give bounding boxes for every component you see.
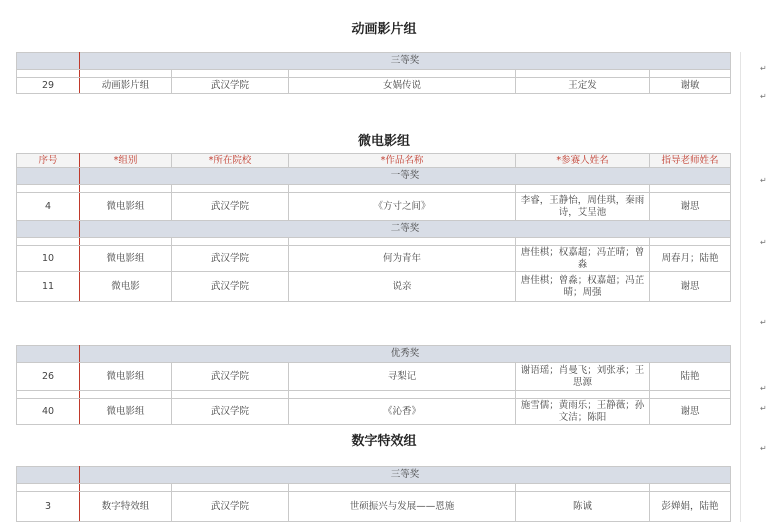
paragraph-mark: ↵ — [760, 444, 767, 453]
cell-advisor: 谢思 — [650, 193, 731, 221]
header-work: *作品名称 — [289, 154, 516, 168]
cell-school: 武汉学院 — [172, 246, 289, 272]
page-edge-line — [740, 52, 741, 522]
cell-school: 武汉学院 — [172, 492, 289, 522]
cell-no: 4 — [17, 193, 80, 221]
cell-members: 唐佳棋；曾淼；权嘉超；冯芷晴；周强 — [516, 272, 650, 302]
table-row — [17, 492, 731, 522]
cell-work: 女娲传说 — [289, 78, 516, 94]
paragraph-mark: ↵ — [760, 176, 767, 185]
table-header-row — [17, 154, 731, 168]
cell-group: 动画影片组 — [80, 78, 172, 94]
cell-school: 武汉学院 — [172, 363, 289, 391]
award-label: 三等奖 — [80, 53, 731, 70]
header-group: *组别 — [80, 154, 172, 168]
cell-advisor: 谢敏 — [650, 78, 731, 94]
cell-group: 微电影组 — [80, 246, 172, 272]
table-row — [17, 363, 731, 391]
paragraph-mark: ↵ — [760, 238, 767, 247]
cell-school: 武汉学院 — [172, 78, 289, 94]
header-no: 序号 — [17, 154, 80, 168]
header-school: *所在院校 — [172, 154, 289, 168]
table-row — [17, 78, 731, 94]
cell-work: 说亲 — [289, 272, 516, 302]
header-advisor: 指导老师姓名 — [650, 154, 731, 168]
cell-school: 武汉学院 — [172, 272, 289, 302]
cell-no: 3 — [17, 492, 80, 522]
award-label: 二等奖 — [80, 221, 731, 238]
cell-members: 唐佳棋；权嘉超；冯芷晴；曾淼 — [516, 246, 650, 272]
cell-advisor: 周春月；陆艳 — [650, 246, 731, 272]
microfilm-table — [16, 153, 730, 302]
cell-members: 谢语瑶；肖曼飞；刘张承；王思源 — [516, 363, 650, 391]
table-row — [17, 399, 731, 425]
cell-no: 10 — [17, 246, 80, 272]
award-band-third — [17, 467, 731, 484]
section-title-microfilm: 微电影组 — [357, 134, 410, 149]
cell-advisor: 彭婵娟，陆艳 — [650, 492, 731, 522]
award-label: 优秀奖 — [80, 346, 731, 363]
cell-members: 陈诚 — [516, 492, 650, 522]
cell-work: 何为青年 — [289, 246, 516, 272]
paragraph-mark: ↵ — [760, 318, 767, 327]
cell-school: 武汉学院 — [172, 193, 289, 221]
section-title-digital: 数字特效组 — [351, 434, 417, 449]
cell-group: 微电影组 — [80, 399, 172, 425]
cell-members: 王定发 — [516, 78, 650, 94]
cell-work: 世硕振兴与发展——恩施 — [289, 492, 516, 522]
cell-group: 微电影 — [80, 272, 172, 302]
animation-table — [16, 52, 730, 94]
cell-work: 《方寸之间》 — [289, 193, 516, 221]
cell-work: 《沁香》 — [289, 399, 516, 425]
digital-table — [16, 466, 730, 522]
cell-advisor: 谢思 — [650, 399, 731, 425]
header-members: *参赛人姓名 — [516, 154, 650, 168]
section-title-animation: 动画影片组 — [351, 22, 417, 37]
award-band-first — [17, 168, 731, 185]
table-row — [17, 246, 731, 272]
paragraph-mark: ↵ — [760, 92, 767, 101]
cell-school: 武汉学院 — [172, 399, 289, 425]
award-label: 三等奖 — [80, 467, 731, 484]
cell-advisor: 陆艳 — [650, 363, 731, 391]
award-band-excellent — [17, 346, 731, 363]
table-row — [17, 193, 731, 221]
cell-group: 微电影组 — [80, 363, 172, 391]
cell-no: 26 — [17, 363, 80, 391]
award-band-third — [17, 53, 731, 70]
cell-members: 施雪儒；黄雨乐；王静薇；孙文洁；陈阳 — [516, 399, 650, 425]
cell-group: 数字特效组 — [80, 492, 172, 522]
award-band-second — [17, 221, 731, 238]
cell-no: 40 — [17, 399, 80, 425]
cell-advisor: 谢思 — [650, 272, 731, 302]
microfilm-table-excellent — [16, 345, 730, 425]
paragraph-mark: ↵ — [760, 64, 767, 73]
paragraph-mark: ↵ — [760, 384, 767, 393]
cell-group: 微电影组 — [80, 193, 172, 221]
table-row — [17, 272, 731, 302]
paragraph-mark: ↵ — [760, 404, 767, 413]
cell-no: 29 — [17, 78, 80, 94]
award-label: 一等奖 — [80, 168, 731, 185]
cell-work: 寻梨记 — [289, 363, 516, 391]
cell-members: 李睿，王静怡，周佳琪，秦雨诗，艾呈池 — [516, 193, 650, 221]
cell-no: 11 — [17, 272, 80, 302]
